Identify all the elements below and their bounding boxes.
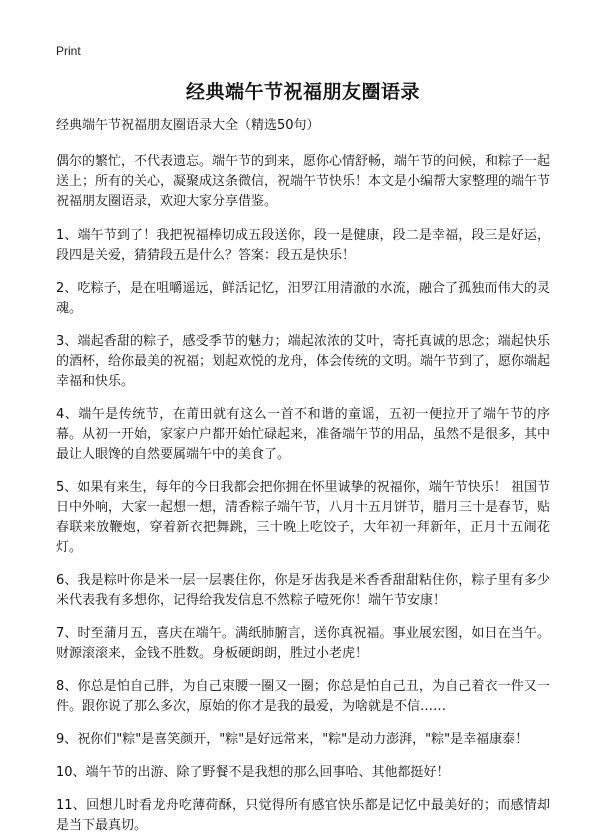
quote-item-8: 8、你总是怕自己胖，为自己束腰一圈又一圈；你总是怕自己丑，为自己着衣一件又一件。跟你说了那么多次，原始的你才是我的最爱，为啥就是不信……	[56, 679, 550, 714]
quote-item-5: 5、如果有来生，每年的今日我都会把你拥在怀里诚挚的祝福你，端午节快乐！ 祖国节日中外响，大家一起想一想，清香粽子端午节，八月十五月饼节，腊月三十是春节，贴春联来放鞭炮，穿着新衣把舞跳，三十晚上吃饺子，大年初一拜新年，正月十五闹花灯。	[56, 480, 551, 555]
intro-paragraph: 偶尔的繁忙，不代表遗忘。端午节的到来，愿你心情舒畅，端午节的问候，和粽子一起送上；所有的关心，凝聚成这条微信，祝端午节快乐！本文是小编帮大家整理的端午节祝福朋友圈语录，欢迎大家分享借鉴。	[56, 154, 551, 209]
quote-item-3: 3、端起香甜的粽子，感受季节的魅力；端起浓浓的艾叶，寄托真诚的思念；端起快乐的酒杯，给你最美的祝福；划起欢悦的龙舟，体会传统的文明。端午节到了，愿你端起幸福和快乐。	[56, 334, 551, 389]
quote-item-1: 1、端午节到了！我把祝福棒切成五段送你，段一是健康，段二是幸福，段三是好运，段四是关爱，猜猜段五是什么？答案：段五是快乐！	[56, 228, 550, 263]
quote-item-6: 6、我是粽叶你是米一层一层裹住你，你是牙齿我是米香香甜甜粘住你，粽子里有多少米代表我有多想你，记得给我发信息不然粽子噎死你！端午节安康！	[56, 573, 550, 608]
quote-item-4: 4、端午是传统节，在莆田就有这么一首不和谐的童谣，五初一便拉开了端午节的序幕。从初一开始，家家户户都开始忙碌起来，准备端午节的用品，虽然不是很多，其中最让人眼馋的自然要属端午中的美食了。	[56, 407, 551, 462]
quote-item-10: 10、端午节的出游、除了野餐不是我想的那么回事哈、其他都挺好！	[56, 765, 450, 780]
page-title: 经典端午节祝福朋友圈语录	[185, 81, 420, 103]
quote-item-7: 7、时至蒲月五，喜庆在端午。满纸肺腑言，送你真祝福。事业展宏图，如日在当午。财源滚滚来，金钱不胜数。身板硬朗朗，胜过小老虎！	[56, 626, 550, 661]
subtitle: 经典端午节祝福朋友圈语录大全（精选50句）	[56, 118, 320, 133]
quote-item-2: 2、吃粽子，是在咀嚼遥远，鲜活记忆，汨罗江用清澈的水流，融合了孤独而伟大的灵魂。	[56, 281, 550, 316]
quote-item-11: 11、回想儿时看龙舟吃薄荷酥，只觉得所有感官快乐都是记忆中最美好的；而感情却是当下最真切。	[56, 798, 550, 833]
print-link[interactable]: Print	[56, 44, 81, 58]
quote-item-9: 9、祝你们"粽"是喜笑颜开，"粽"是好远常来，"粽"是动力澎湃，"粽"是幸福康泰！	[56, 732, 529, 747]
